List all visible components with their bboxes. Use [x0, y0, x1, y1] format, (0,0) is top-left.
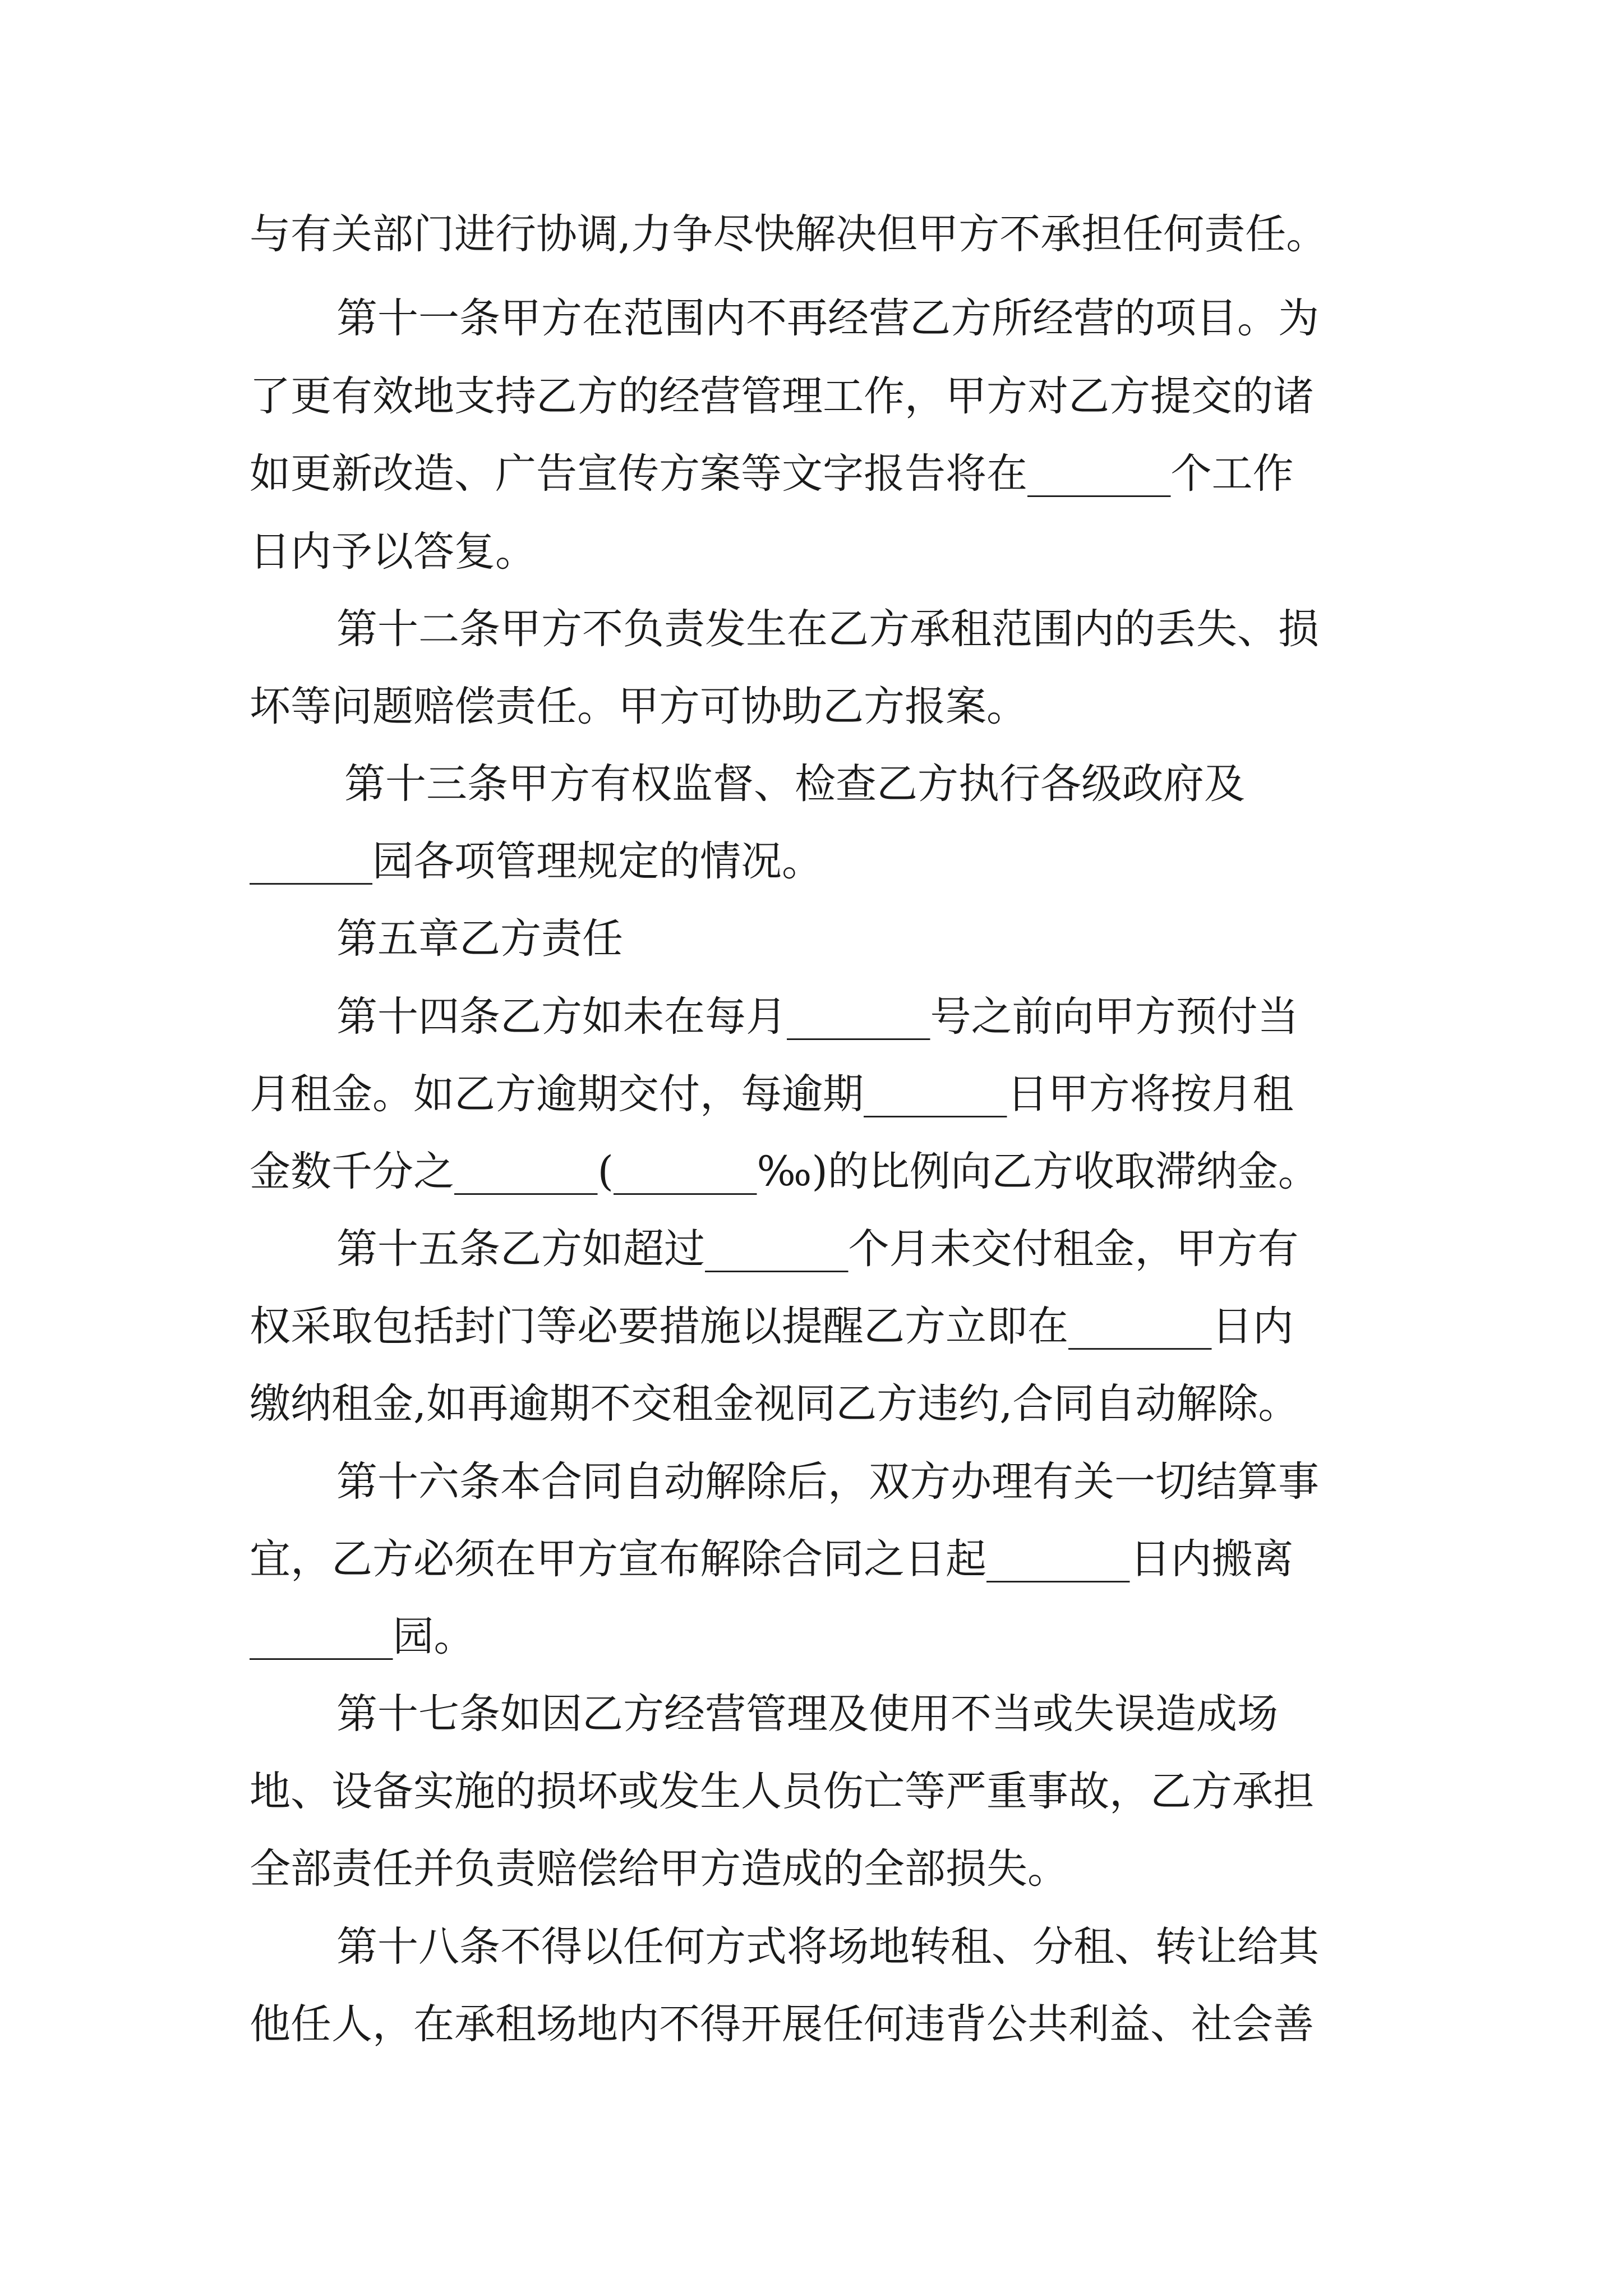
text-line: 缴纳租金,如再逾期不交租金视同乙方违约,合同自动解除。 [250, 1380, 1299, 1428]
text-line: 权采取包括封门等必要措施以提醒乙方立即在_______日内 [250, 1303, 1294, 1350]
article-16-line: 第十六条本合同自动解除后，双方办理有关一切结算事 [336, 1458, 1319, 1506]
text-line: 金数千分之_______(_______‰)的比例向乙方收取滞纳金。 [250, 1148, 1319, 1195]
text-line: 全部责任并负责赔偿给甲方造成的全部损失。 [250, 1845, 1068, 1893]
text-line: 了更有效地支持乙方的经营管理工作，甲方对乙方提交的诸 [250, 372, 1314, 420]
chapter-heading: 第五章乙方责任 [336, 915, 623, 963]
article-15-line: 第十五条乙方如超过_______个月未交付租金，甲方有 [336, 1225, 1299, 1273]
article-17-line: 第十七条如因乙方经营管理及使用不当或失误造成场 [336, 1690, 1278, 1738]
text-line: 坏等问题赔偿责任。甲方可协助乙方报案。 [250, 683, 1027, 730]
article-11-line: 第十一条甲方在范围内不再经营乙方所经营的项目。为 [336, 295, 1319, 342]
article-12-line: 第十二条甲方不负责发生在乙方承租范围内的丢失、损 [336, 605, 1319, 653]
text-line: 日内予以答复。 [250, 528, 536, 576]
text-line: ______园各项管理规定的情况。 [250, 838, 823, 885]
article-14-line: 第十四条乙方如未在每月_______号之前向甲方预付当 [336, 993, 1299, 1041]
text-line: _______园。 [250, 1613, 475, 1660]
text-line: 宜，乙方必须在甲方宣布解除合同之日起_______日内搬离 [250, 1535, 1294, 1583]
text-line: 他任人，在承租场地内不得开展任何违背公共利益、社会善 [250, 2000, 1314, 2048]
article-18-line: 第十八条不得以任何方式将场地转租、分租、转让给其 [336, 1923, 1319, 1971]
text-line: 与有关部门进行协调,力争尽快解决但甲方不承担任何责任。 [250, 210, 1327, 258]
article-13-line: 第十三条甲方有权监督、检查乙方执行各级政府及 [344, 760, 1245, 808]
text-line: 月租金。如乙方逾期交付，每逾期_______日甲方将按月租 [250, 1070, 1294, 1118]
text-line: 如更新改造、广告宣传方案等文字报告将在_______个工作 [250, 450, 1294, 498]
text-line: 地、设备实施的损坏或发生人员伤亡等严重事故，乙方承担 [250, 1768, 1314, 1815]
